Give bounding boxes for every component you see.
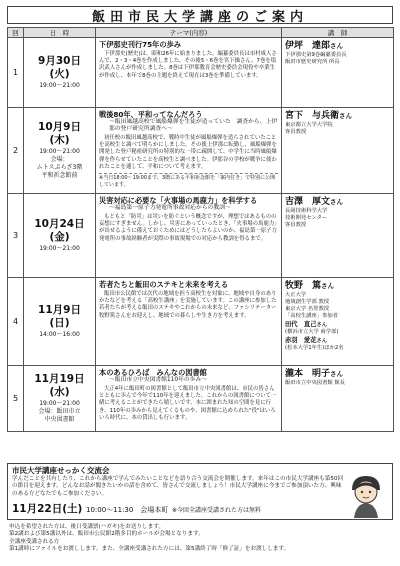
table-header-row bbox=[8, 28, 394, 38]
sub-lecturer-name: 赤羽 愛花 bbox=[285, 337, 317, 344]
exchange-date-line bbox=[12, 501, 388, 516]
sub-lecturer-affiliation: (松本大学1年生)ほか2名 bbox=[285, 345, 344, 351]
row-number: 5 bbox=[8, 366, 24, 432]
row-time: 14:00～16:00 bbox=[39, 331, 80, 338]
exchange-time: 10:00～11:30 会場本町 bbox=[85, 506, 169, 515]
lecturer-affiliation: 技術開発センター bbox=[285, 215, 328, 221]
lecturer-affiliation: 大正大学 bbox=[285, 292, 307, 298]
note-2: 第2講および第5講以外は、飯田市公民館2階多目的ホールが会場となります。 bbox=[9, 531, 204, 538]
header-theme: テーマ(内容) bbox=[96, 28, 282, 38]
row-venue-line: 会場：飯田市立 bbox=[38, 408, 81, 415]
page-title: 飯田市民大学講座のご案内 bbox=[91, 9, 308, 25]
page-title-bar bbox=[7, 6, 393, 24]
lecturer-name-line bbox=[285, 281, 390, 292]
row-number: 3 bbox=[8, 194, 24, 278]
lecturer-name: 吉澤 厚文 bbox=[285, 197, 331, 207]
row-theme-body: 初任校の飯田風越高校で、戦時中生徒が風船爆弾を造らされていたことを高校生と調べて明らかにしました。その後上伊那に転勤し、風船爆弾を開発した登戸秘密研究所の特別的な一帯に疎開して、中学生に当時風船爆弾を作らせていたことを高校生と調べました。伊那谷の学校が戦争に使われたことを通して、平和について考えます。 bbox=[99, 135, 277, 170]
row-theme-cell bbox=[96, 278, 282, 366]
lecturer-affiliation: 飯田市歴史研究所 所長 bbox=[285, 59, 340, 65]
lecturer-name: 瀧本 明子 bbox=[285, 369, 331, 379]
row-date-cell bbox=[24, 366, 96, 432]
row-theme-cell bbox=[96, 38, 282, 108]
row-date-cell bbox=[24, 194, 96, 278]
sub-lecturer-name-line bbox=[285, 321, 390, 329]
lecturer-affiliation: 地域創生学部 教授 bbox=[285, 299, 330, 305]
row-date: 11月19日 bbox=[34, 373, 85, 385]
lecturer-name-line bbox=[285, 369, 390, 380]
row-theme-title: 災害対応に必要な「火事場の馬鹿力」を科学する bbox=[99, 196, 258, 205]
row-venue-line: ムトスぷらざ3階 bbox=[36, 164, 83, 171]
row-lecturer-cell bbox=[282, 108, 394, 194]
row-lecturer-cell bbox=[282, 38, 394, 108]
mascot-illustration bbox=[346, 472, 386, 518]
row-number: 1 bbox=[8, 38, 24, 108]
lecturer-affiliation: 客員教授 bbox=[285, 222, 307, 228]
row-theme-title: 下伊那史刊行75年の歩み bbox=[99, 40, 181, 49]
sub-lecturer-label: 「高校生講座」参加者 bbox=[285, 313, 338, 319]
row-date-cell bbox=[24, 278, 96, 366]
table-row bbox=[8, 366, 394, 432]
row-theme-subtitle: ～飯田市立中央図書館110年の歩み～ bbox=[109, 377, 208, 383]
row-number: 4 bbox=[8, 278, 24, 366]
note-4: 第1講時にファイルをお渡しします。また、全講座受講された方には、第5講終了時「修了証」をお渡しします。 bbox=[9, 546, 290, 553]
lecturer-affiliation: 飯田市立中央図書館 館長 bbox=[285, 380, 345, 386]
row-time: 19:00～21:00 bbox=[39, 400, 80, 407]
lecturer-honorific: さん bbox=[321, 282, 335, 290]
row-number: 2 bbox=[8, 108, 24, 194]
footer-notes bbox=[9, 524, 393, 554]
sub-lecturer-honorific: さん bbox=[316, 322, 327, 328]
row-day-of-week: (金) bbox=[49, 231, 70, 243]
lecturer-name: 伊坪 達郎 bbox=[285, 41, 331, 51]
row-time: 19:00～21:00 bbox=[39, 82, 80, 89]
lecturer-name: 宮下 与兵衛 bbox=[285, 111, 340, 121]
row-venue-line: 会場： bbox=[50, 156, 69, 163]
row-date-cell bbox=[24, 38, 96, 108]
row-theme-title: 本のあるひろば みんなの図書館 bbox=[99, 368, 207, 377]
row-theme-cell bbox=[96, 366, 282, 432]
row-date: 10月24日 bbox=[34, 218, 85, 230]
row-date-cell bbox=[24, 108, 96, 194]
lecturer-honorific: さん bbox=[339, 112, 353, 120]
lecturer-name: 牧野 篤 bbox=[285, 281, 322, 291]
row-theme-body: 飯田市公民館では次代の地域を担う高校生を対象に、地域や自身のありかたなどを考える「高校生講座」を実施しています。この講座に参加した若者たちが考える飯田のステキやこれからの未来など、ファシリテーター牧野篤さんをお迎えし、地域での暮らしや生き方を考えます。 bbox=[99, 291, 277, 319]
row-day-of-week: (木) bbox=[49, 134, 70, 146]
table-row bbox=[8, 194, 394, 278]
sub-lecturer-name: 田代 直己 bbox=[285, 321, 317, 328]
lecturer-affiliation: 東京大学 名誉教授 bbox=[285, 306, 330, 312]
row-theme-title: 戦後80年、平和ってなんだろう bbox=[99, 110, 203, 119]
sub-lecturer-affiliation: (横浜市立大学 商学部) bbox=[285, 329, 339, 335]
exchange-text: 学んだことを共有したり、これから講座で学んでみたいことなどを語り合う交流会を開催します。来年はこの市民大学講座も第50回の節目を迎えます。どんなお話が聞きたいかの話を含めて、皆さんで交流しましょう！市民大学講座に今までご参加頂いた方、興味のある方どなたでもご参加ください。 bbox=[12, 476, 344, 497]
table-row bbox=[8, 278, 394, 366]
lecturer-name-line bbox=[285, 41, 390, 52]
table-row bbox=[8, 108, 394, 194]
row-lecturer-cell bbox=[282, 194, 394, 278]
row-day-of-week: (火) bbox=[49, 68, 70, 80]
exchange-box bbox=[7, 463, 393, 520]
lecturer-name-line bbox=[285, 197, 390, 208]
lecturer-name-line bbox=[285, 111, 390, 122]
row-theme-body: 下伊那史(歴史)は、昭和26年に始まりました。編纂委員長は市村咸人さんで、2・3・4巻を作成しました。その後5・6巻を宮下操さん、7巻を塩沢武人さんが作成しました。8巻は下伊那教育会歴史委員会現役や卒業生が作成し、本年で8巻の主題を終えて現在は3巻を準備しています。 bbox=[99, 51, 277, 79]
sub-lecturer-name-line bbox=[285, 337, 390, 345]
row-theme-body: 大正4年に飯田町の図書館として飯田市立中央図書館は、市民の皆さんとともに歩んで今年で110年を迎えました。これからの図書館について一緒に考えることができたら嬉しいです。本に囲まれた知の空間を見に行き、110年の歩みから見えてくるものや、図書館に込められた"役"はいろいろ時代に、本の貸出しも行います。 bbox=[99, 386, 277, 421]
note-1: 申込を希望された方は、後日受講票(ハガキ)をお送りします。 bbox=[9, 524, 164, 530]
row-date: 10月9日 bbox=[38, 121, 81, 133]
exchange-date: 11月22日(土) bbox=[12, 503, 83, 516]
table-row bbox=[8, 38, 394, 108]
lecturer-honorific: さん bbox=[330, 198, 344, 206]
row-theme-title: 若者たちと飯田のステキと未来を考える bbox=[99, 280, 229, 289]
row-venue-line: 中央図書館 bbox=[44, 416, 75, 423]
row-theme-body: もともと「防災」は災いを防ぐという概念ですが、理想ではあるものの妄想にすぎません。しかし、災害にあっていったとき、「火事場の馬鹿力」が出せるように備えておくためにはどうしたらよいのか、福島第一原子力発電所の事故経験者が実際の事故現場での対応から教訓を得るまで。 bbox=[99, 214, 277, 242]
row-venue-line: 平和祈念館前 bbox=[41, 172, 78, 179]
lecturer-affiliation: 東京都立大学大学院 bbox=[285, 122, 333, 128]
row-day-of-week: (水) bbox=[49, 386, 70, 398]
lecturer-affiliation: 長岡技術科学大学 bbox=[285, 208, 328, 214]
row-theme-cell bbox=[96, 108, 282, 194]
row-theme-note: ※当日18:00～19:00まで、3階にある平和祈念館を「案内付き」で特別に公開しています。 bbox=[99, 173, 278, 189]
header-num: 回 bbox=[8, 28, 24, 38]
lecturer-honorific: さん bbox=[330, 370, 344, 378]
header-date: 日 時 bbox=[24, 28, 96, 38]
lecturer-honorific: さん bbox=[330, 42, 344, 50]
lecturer-affiliation: 下伊那史第9巻編纂委員長 bbox=[285, 52, 347, 58]
exchange-note: ※今回全講座受講された方は無料 bbox=[172, 507, 262, 515]
row-date: 11月9日 bbox=[38, 304, 81, 316]
row-theme-cell bbox=[96, 194, 282, 278]
row-time: 19:00～21:00 bbox=[39, 245, 80, 252]
lecturer-affiliation: 客員教授 bbox=[285, 129, 307, 135]
sub-lecturer-honorific: さん bbox=[316, 338, 327, 344]
row-lecturer-cell bbox=[282, 278, 394, 366]
note-3: 全講座受講される方 bbox=[9, 538, 60, 545]
header-lecturer: 講 師 bbox=[282, 28, 394, 38]
row-lecturer-cell bbox=[282, 366, 394, 432]
row-theme-subtitle: ～飯田風越高校で風船爆弾を生徒が造っていた 調査から、上伊那の登戸研究所調査へ～ bbox=[109, 119, 278, 132]
row-day-of-week: (日) bbox=[49, 317, 70, 329]
schedule-table bbox=[7, 27, 394, 432]
row-date: 9月30日 bbox=[38, 55, 81, 67]
row-time: 19:00～21:00 bbox=[39, 148, 80, 155]
exchange-title: 市民大学講座せっかく交流会 bbox=[12, 466, 110, 475]
row-theme-subtitle: ～福島第一原子力発電所事故対応からの教訓～ bbox=[109, 205, 231, 211]
